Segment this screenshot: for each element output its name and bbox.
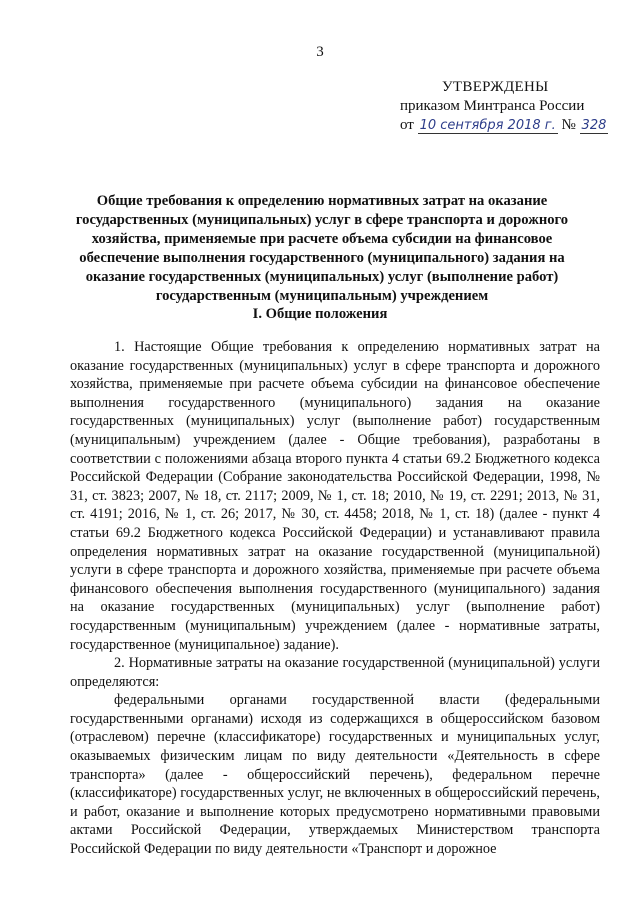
- section-heading: I. Общие положения: [252, 306, 388, 322]
- approval-number-handwritten: 328: [581, 118, 607, 133]
- approval-order-line: приказом Минтранса России: [400, 98, 585, 114]
- page-number: 3: [316, 44, 324, 60]
- paragraph-2: 2. Нормативные затраты на оказание государственной (муниципальной) услуги определяются:: [70, 655, 600, 690]
- approval-title: УТВЕРЖДЕНЫ: [442, 79, 549, 95]
- approval-number-label: №: [561, 117, 576, 133]
- document-title: Общие требования к определению нормативных затрат на оказание государственных (муниципальных) услуг в сфере транспорта и дорожного хозяйства, применяемые при расчете объема субсидии на финансовое обеспечение выполнения государственного (муниципального) задания на оказание государственных (муниципальных) услуг (выполнение работ) государственным (муниципальным) учреждением: [75, 193, 569, 304]
- paragraph-1: 1. Настоящие Общие требования к определению нормативных затрат на оказание государственных (муниципальных) услуг в сфере транспорта и дорожного хозяйства, применяемые при расчете объема субсидии на финансовое обеспечение выполнения государственного (муниципального) задания на оказание государственных (муниципальных) услуг (выполнение работ) государственным (муниципальным) учреждением (далее - Общие требования), разработаны в соответствии с положениями абзаца второго пункта 4 статьи 69.2 Бюджетного кодекса Российской Федерации (Собрание законодательства Российской Федерации, 1998, № 31, ст. 3823; 2007, № 18, ст. 2117; 2009, № 1, ст. 18; 2010, № 19, ст. 2291; 2013, № 31, ст. 4191; 2016, № 1, ст. 26; 2017, № 30, ст. 4458; 2018, № 1, ст. 18) (далее - пункт 4 статьи 69.2 Бюджетного кодекса Российской Федерации) и устанавливают правила определения нормативных затрат на оказание государственной (муниципальной) услуги в сфере транспорта и дорожного хозяйства, применяемые при расчете объема финансового обеспечения выполнения государственного (муниципального) задания на оказание государственных (муниципальных) услуг (выполнение работ) государственным (муниципальным) учреждением (далее - нормативные затраты, государственное (муниципальное) задание).: [70, 339, 600, 653]
- approval-date-line: [400, 116, 608, 135]
- document-body: [70, 338, 600, 859]
- approval-date-handwritten: 10 сентября 2018 г.: [419, 118, 556, 133]
- approval-from-label: от: [400, 117, 414, 133]
- approval-block: [400, 78, 608, 135]
- paragraph-3: федеральными органами государственной власти (федеральными государственными органами) исходя из содержащихся в общероссийском базовом (отраслевом) перечне (классификаторе) государственных и муниципальных услуг, оказываемых физическим лицам по виду деятельности «Деятельность в сфере транспорта» (далее - общероссийский перечень), федеральном перечне (классификаторе) государственных услуг, не включенных в общероссийский перечень, и работ, оказание и выполнение которых предусмотрено нормативными правовыми актами Российской Федерации, утверждаемых Министерством транспорта Российской Федерации по виду деятельности «Транспорт и дорожное: [70, 692, 600, 858]
